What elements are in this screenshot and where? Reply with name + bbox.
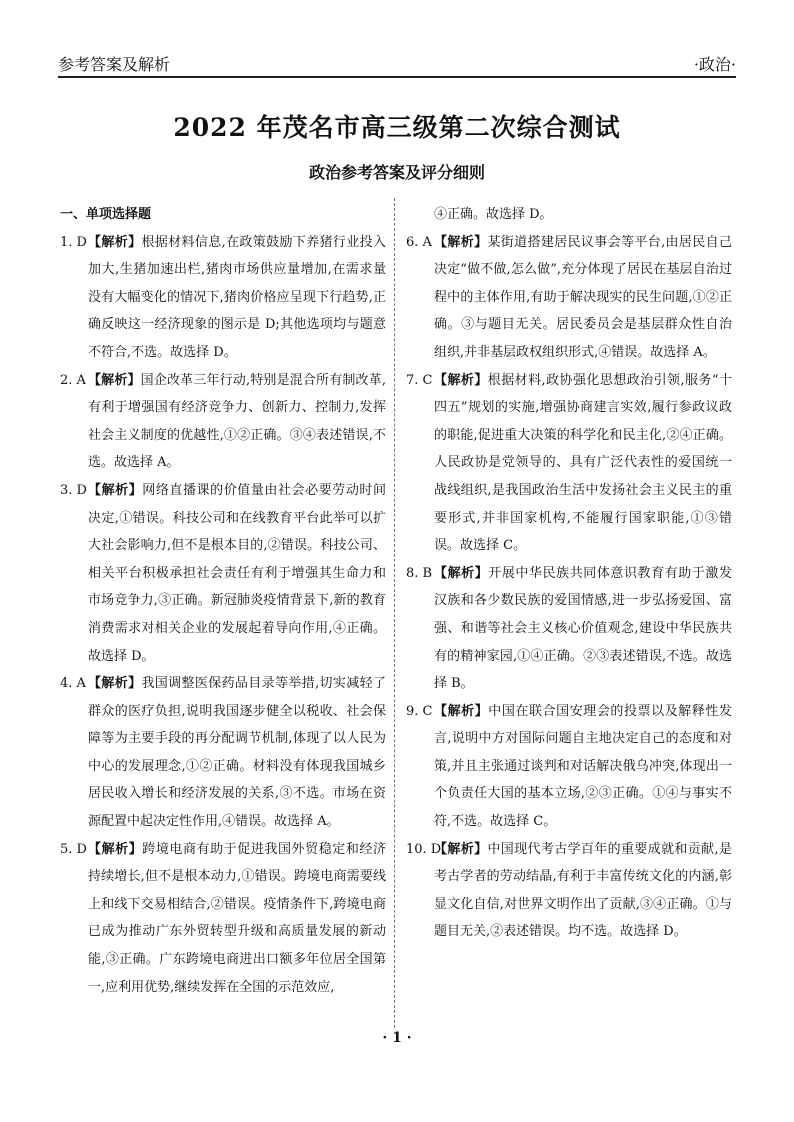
analysis-tag: 【解析】: [88, 482, 143, 498]
answer-item: [406, 698, 732, 836]
header-doc-type: 参考答案及解析: [58, 55, 171, 74]
page-number: · 1 ·: [382, 1030, 412, 1046]
answer-explanation: 根据材料信息,在政策鼓励下养猪行业投入加大,生猪加速出栏,猪肉市场供应量增加,在需求量没有大幅变化的情况下,猪肉价格应呈现下行趋势,正确反映这一经济现象的图示是 D;其他选项均与题意不符合,不选。故选择 D。: [88, 234, 386, 360]
analysis-tag: 【解析】: [88, 841, 143, 857]
analysis-tag: 【解析】: [434, 234, 488, 250]
analysis-tag: 【解析】: [434, 703, 489, 719]
answer-number: 7. C: [406, 372, 433, 388]
answer-explanation: 根据材料,政协强化思想政治引领,服务“十四五”规划的实施,增强协商建言实效,履行参政议政的职能,促进重大决策的科学化和民主化,②④正确。人民政协是党领导的、具有广泛代表性的爱国统一战线组织,是我国政治生活中发扬社会主义民主的重要形式,并非国家机构,不能履行国家职能,①③错误。故选择 C。: [434, 372, 732, 554]
left-question-list: [60, 229, 386, 1002]
answer-explanation: 跨境电商有助于促进我国外贸稳定和经济持续增长,但不是根本动力,①错误。跨境电商需要线上和线下交易相结合,②错误。疫情条件下,跨境电商已成为推动广东外贸转型升级和高质量发展的新动能,③正确。广东跨境电商进出口额多年位居全国第一,应利用优势,继续发挥在全国的示范效应,: [88, 841, 386, 995]
answer-explanation: 开展中华民族共同体意识教育有助于激发汉族和各少数民族的爱国情感,进一步弘扬爱国、富强、和谐等社会主义核心价值观念,建设中华民族共有的精神家园,①④正确。②③表述错误,不选。故选择 B。: [434, 565, 732, 692]
answer-item: [60, 477, 386, 670]
answer-explanation: 中国现代考古学百年的重要成就和贡献,是考古学者的劳动结晶,有利于丰富传统文化的内涵,彰显文化自信,对世界文明作出了贡献,③④正确。①与题目无关,②表述错误。均不选。故选择 D。: [434, 841, 732, 940]
analysis-tag: 【解析】: [434, 565, 489, 581]
page-title: 2022 年茂名市高三级第二次综合测试: [173, 113, 621, 142]
answer-item: [406, 560, 732, 698]
header-subject: ·政治·: [693, 55, 736, 74]
analysis-tag: 【解析】: [434, 841, 488, 857]
answer-item: [406, 367, 732, 560]
question-5-continuation: ④正确。故选择 D。: [434, 207, 553, 222]
answer-item: [406, 836, 732, 946]
answer-explanation: 中国在联合国安理会的投票以及解释性发言,说明中方对国际问题自主地决定自己的态度和对策,并且主张通过谈判和对话解决俄乌冲突,体现出一个负责任大国的基本立场,②③正确。①④与事实不符,不选。故选择 C。: [434, 703, 732, 830]
answer-item: [60, 836, 386, 1002]
answer-number: 4. A: [60, 676, 86, 692]
answer-number: 2. A: [60, 372, 86, 388]
page-subtitle: 政治参考答案及评分细则: [308, 163, 485, 182]
answer-item: [60, 367, 386, 477]
answer-number: 8. B: [406, 565, 433, 581]
answer-number: 1. D: [60, 234, 87, 250]
right-question-list: [406, 229, 732, 946]
section-title: 一、单项选择题: [60, 207, 152, 222]
answer-number: 9. C: [406, 703, 433, 719]
answer-explanation: 我国调整医保药品目录等举措,切实减轻了群众的医疗负担,说明我国逐步健全以税收、社会保障等为主要手段的再分配调节机制,体现了以人民为中心的发展理念,①②正确。材料没有体现我国城乡居民收入增长和经济发展的关系,③不选。市场在资源配置中起决定性作用,④错误。故选择 A。: [88, 676, 386, 830]
analysis-tag: 【解析】: [434, 372, 488, 388]
answer-item: [60, 229, 386, 367]
column-divider: [394, 198, 395, 1028]
left-column: [60, 201, 386, 1001]
analysis-tag: 【解析】: [88, 372, 141, 388]
answer-number: 3. D: [60, 482, 87, 498]
page-header: [58, 46, 736, 80]
answer-explanation: 国企改革三年行动,特别是混合所有制改革,有利于增强国有经济竞争力、创新力、控制力,发挥社会主义制度的优越性,①②正确。③④表述错误,不选。故选择 A。: [88, 372, 386, 471]
answer-number: 5. D: [60, 841, 87, 857]
answer-number: 10. D: [406, 841, 442, 857]
answer-explanation: 网络直播课的价值量由社会必要劳动时间决定,①错误。科技公司和在线教育平台此举可以扩大社会影响力,但不是根本目的,②错误。科技公司、相关平台积极承担社会责任有利于增强其生命力和市场竞争力,③正确。新冠肺炎疫情背景下,新的教育消费需求对相关企业的发展起着导向作用,④正确。故选择 D。: [88, 482, 386, 664]
answer-number: 6. A: [406, 234, 432, 250]
answer-item: [406, 229, 732, 367]
answer-explanation: 某街道搭建居民议事会等平台,由居民自己决定“做不做,怎么做”,充分体现了居民在基层自治过程中的主体作用,有助于解决现实的民生问题,①②正确。③与题目无关。居民委员会是基层群众性自治组织,并非基层政权组织形式,④错误。故选择 A。: [434, 234, 732, 360]
answer-item: [60, 670, 386, 836]
header-rule: [58, 76, 736, 78]
analysis-tag: 【解析】: [88, 234, 142, 250]
analysis-tag: 【解析】: [88, 676, 142, 692]
right-column: [406, 201, 732, 946]
